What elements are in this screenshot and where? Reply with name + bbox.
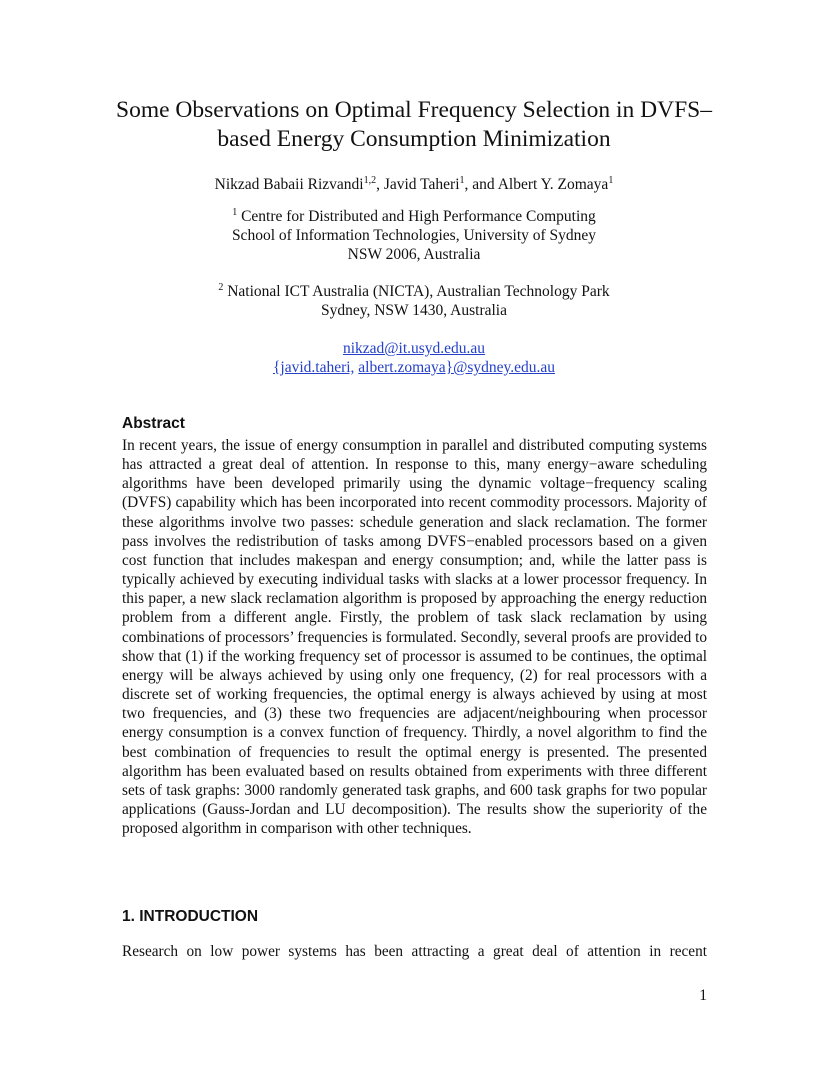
author-name: Nikzad Babaii Rizvandi: [214, 176, 364, 193]
page-number: 1: [699, 987, 707, 1004]
affiliation-1-line-1: $^1$ Centre for Distributed and High Performance Computing: [232, 207, 596, 225]
author-name: Javid Taheri: [383, 176, 460, 193]
section-heading: 1. INTRODUCTION: [122, 908, 259, 925]
abstract-heading: Abstract: [122, 415, 185, 432]
email-link[interactable]: nikzad@it.usyd.edu.au: [342, 340, 486, 357]
email-link[interactable]: {javid.taheri,: [272, 359, 355, 376]
title-line-1: Some Observations on Optimal Frequency Selection in DVFS–: [116, 97, 712, 123]
email-line-1: [100, 339, 728, 358]
affiliation-1-line-3: NSW 2006, Australia: [347, 246, 481, 263]
email-link[interactable]: albert.zomaya}@sydney.edu.au: [358, 359, 556, 376]
paper-title: [100, 96, 728, 154]
author-list: [100, 175, 728, 194]
author-name: Albert Y. Zomaya: [497, 176, 609, 193]
affiliation-1-line-2: School of Information Technologies, University of Sydney: [231, 227, 597, 244]
affiliation-marker: 1: [232, 207, 238, 218]
author-separator: ,: [376, 176, 384, 193]
affiliation-marker: 1: [608, 175, 614, 186]
intro-text: Research on low power systems has been attracting a great deal of attention in recent: [122, 943, 707, 960]
email-line-2: [100, 358, 728, 377]
abstract-text: In recent years, the issue of energy consumption in parallel and distributed computing systems has attracted a great deal of attention. In response to this, many energy−aware scheduling algorithms have been developed primarily using the dynamic voltage−frequency scaling (DVFS) capability which has been incorporated into recent commodity processors. Majority of these algorithms involve two passes: schedule generation and slack reclamation. The former pass involves the redistribution of tasks among DVFS−enabled processors based on a given cost function that includes makespan and energy consumption; and, while the latter pass is typically achieved by executing individual tasks with slacks at a lower processor frequency. In this paper, a new slack reclamation algorithm is proposed by approaching the energy reduction problem from a different angle. Firstly, the problem of task slack reclamation by using combinations of processors’ frequencies is formulated. Secondly, several proofs are provided to show that (1) if the working frequency set of processor is assumed to be continues, the optimal energy will be always achieved by using only one frequency, (2) for real processors with a discrete set of working frequencies, the optimal energy is always achieved by using at most two frequencies, and (3) these two frequencies are adjacent/neighbouring when processor energy consumption is a convex function of frequency. Thirdly, a novel algorithm to find the best combination of frequencies to result the optimal energy is presented. The presented algorithm has been evaluated based on results obtained from experiments with three different sets of task graphs: 3000 randomly generated task graphs, and 600 task graphs for two popular applications (Gauss-Jordan and LU decomposition). The results show the superiority of the proposed algorithm in comparison with other techniques.: [122, 437, 707, 838]
author-separator: , and: [464, 176, 498, 193]
affiliation-marker: 1: [459, 175, 465, 186]
affiliation-marker: 1,2: [363, 175, 377, 186]
affiliation-2-line-1: $^2$ National ICT Australia (NICTA), Australian Technology Park: [218, 282, 610, 300]
title-line-2: based Energy Consumption Minimization: [217, 126, 611, 152]
affiliation-2-line-2: Sydney, NSW 1430, Australia: [321, 302, 507, 319]
affiliation-marker: 2: [218, 282, 224, 293]
